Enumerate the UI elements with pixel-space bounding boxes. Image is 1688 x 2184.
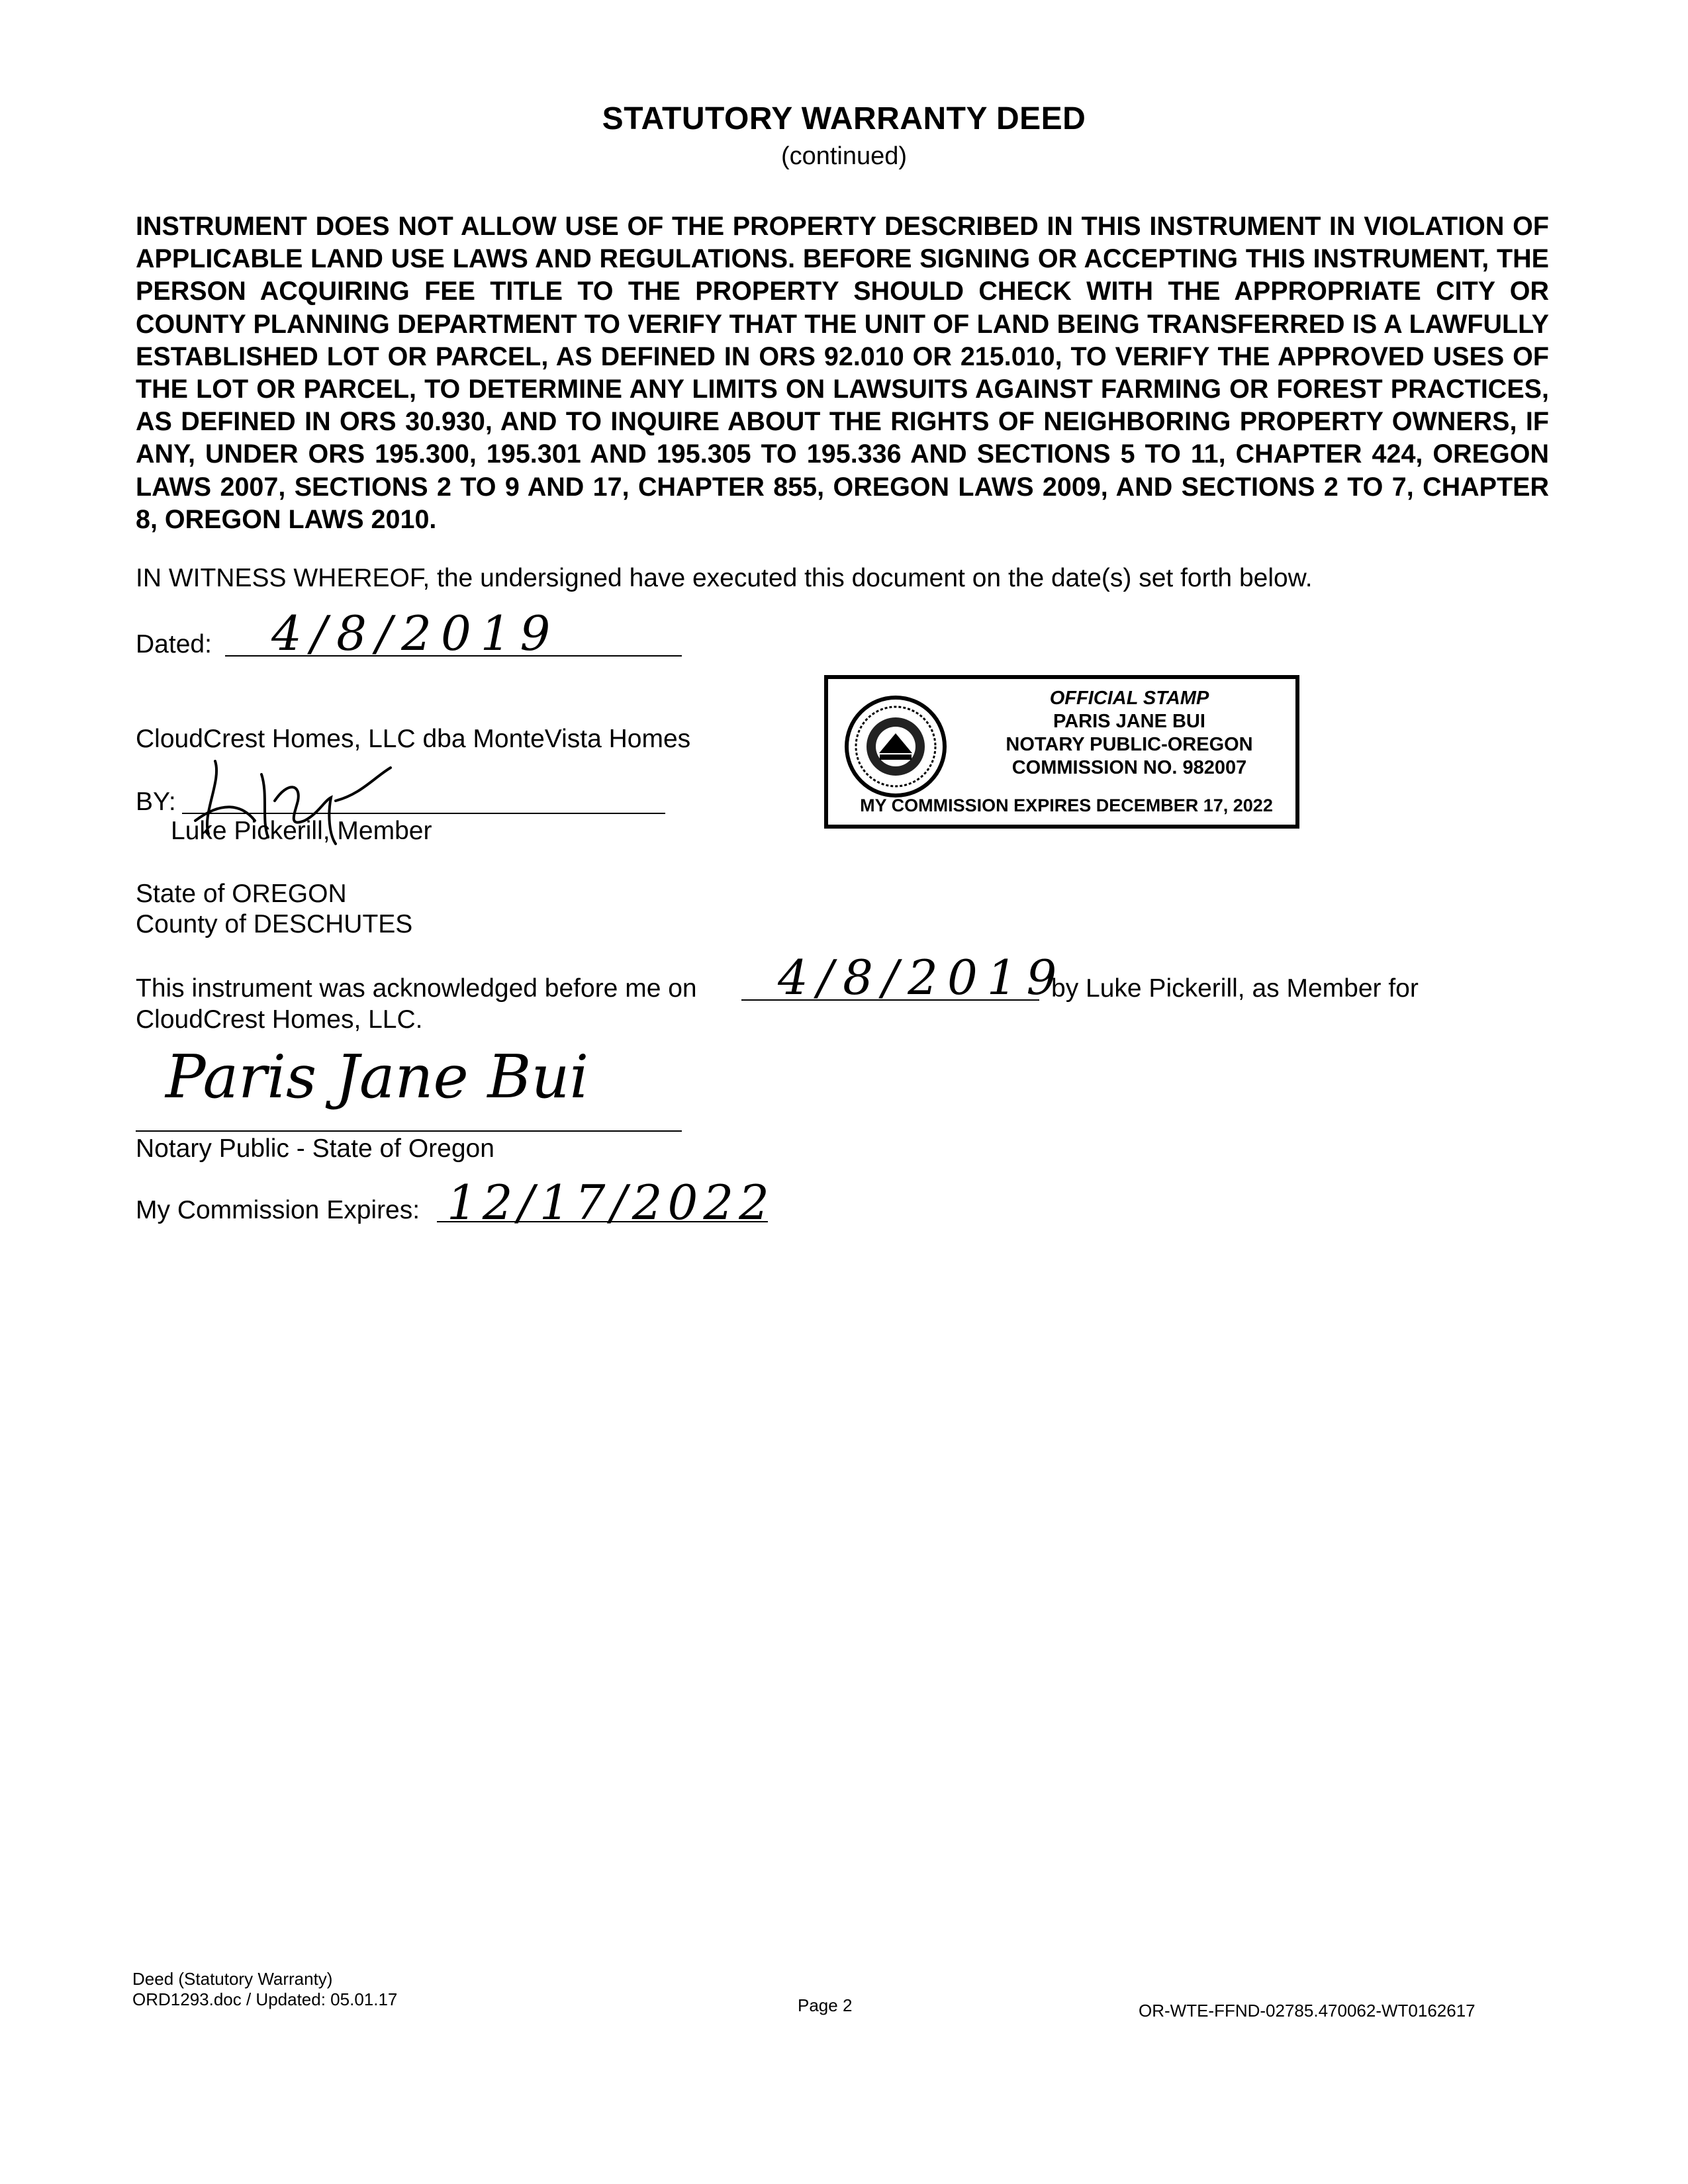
acknowledgment-entity: CloudCrest Homes, LLC. xyxy=(136,1005,423,1034)
by-label: BY: xyxy=(136,788,176,816)
stamp-notary-name: PARIS JANE BUI xyxy=(1053,711,1205,732)
grantor-signer: Luke Pickerill, Member xyxy=(171,817,432,845)
footer-page-number: Page 2 xyxy=(798,1995,853,2015)
acknowledgment-handwritten-date: 4/8/2019 xyxy=(778,950,1066,1005)
acknowledgment-suffix: by Luke Pickerill, as Member for xyxy=(1051,974,1419,1003)
document-title: STATUTORY WARRANTY DEED xyxy=(602,101,1086,136)
dated-handwritten-value: 4/8/2019 xyxy=(271,606,560,661)
notary-signature: Paris Jane Bui xyxy=(165,1042,589,1112)
state-seal-icon xyxy=(843,694,949,799)
venue-county: County of DESCHUTES xyxy=(136,910,413,938)
dated-label: Dated: xyxy=(136,630,212,659)
stamp-expiration: MY COMMISSION EXPIRES DECEMBER 17, 2022 xyxy=(860,796,1273,815)
grantor-entity: CloudCrest Homes, LLC dba MonteVista Homes xyxy=(136,725,691,753)
venue-state: State of OREGON xyxy=(136,880,347,908)
footer-order-number: OR-WTE-FFND-02785.470062-WT0162617 xyxy=(1139,2001,1476,2021)
notary-stamp xyxy=(824,675,1299,829)
document-subtitle: (continued) xyxy=(780,142,908,170)
witness-statement: IN WITNESS WHEREOF, the undersigned have executed this document on the date(s) set forth below. xyxy=(136,564,1313,592)
commission-expires-label: My Commission Expires: xyxy=(136,1196,420,1224)
stamp-notary-title: NOTARY PUBLIC-OREGON xyxy=(1006,734,1253,755)
footer-form-id: ORD1293.doc / Updated: 05.01.17 xyxy=(132,1989,398,2009)
stamp-text-block xyxy=(967,687,1291,780)
land-use-warning: INSTRUMENT DOES NOT ALLOW USE OF THE PROPERTY DESCRIBED IN THIS INSTRUMENT IN VIOLATION OF APPLICABLE LAND USE LAWS AND REGULATIONS. BEFORE SIGNING OR ACCEPTING THIS INSTRUMENT, THE PERSON ACQUIRING FEE TITLE TO THE PROPERTY SHOULD CHECK WITH THE APPROPRIATE CITY OR COUNTY PLANNING DEPARTMENT TO VERIFY THAT THE UNIT OF LAND BEING TRANSFERRED IS A LAWFULLY ESTABLISHED LOT OR PARCEL, AS DEFINED IN ORS 92.010 OR 215.010, TO VERIFY THE APPROVED USES OF THE LOT OR PARCEL, TO DETERMINE ANY LIMITS ON LAWSUITS AGAINST FARMING OR FOREST PRACTICES, AS DEFINED IN ORS 30.930, AND TO INQUIRE ABOUT THE RIGHTS OF NEIGHBORING PROPERTY OWNERS, IF ANY, UNDER ORS 195.300, 195.301 AND 195.305 TO 195.336 AND SECTIONS 5 TO 11, CHAPTER 424, OREGON LAWS 2007, SECTIONS 2 TO 9 AND 17, CHAPTER 855, OREGON LAWS 2009, AND SECTIONS 2 TO 7, CHAPTER 8, OREGON LAWS 2010. xyxy=(136,212,1549,534)
commission-expires-handwritten: 12/17/2022 xyxy=(447,1175,774,1230)
stamp-commission-number: COMMISSION NO. 982007 xyxy=(1011,757,1247,778)
notary-public-label: Notary Public - State of Oregon xyxy=(136,1134,494,1163)
stamp-official-label: OFFICIAL STAMP xyxy=(1049,688,1209,709)
footer-form-name: Deed (Statutory Warranty) xyxy=(132,1969,333,1989)
acknowledgment-prefix: This instrument was acknowledged before me on xyxy=(136,974,697,1003)
notary-signature-line xyxy=(136,1130,682,1132)
